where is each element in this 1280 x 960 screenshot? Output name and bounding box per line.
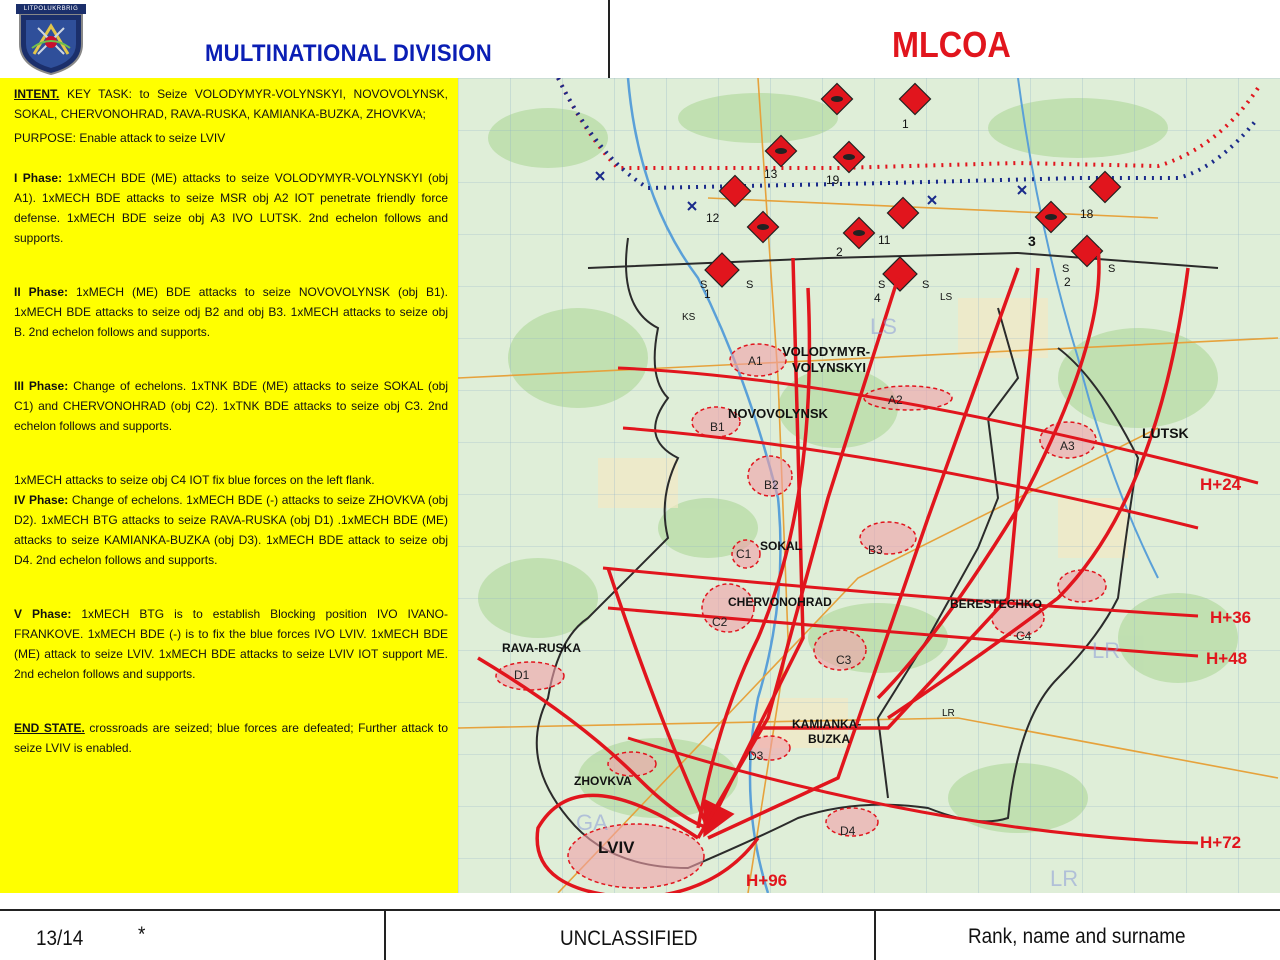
classification: UNCLASSIFIED bbox=[560, 927, 698, 950]
obj-d3: D3 bbox=[748, 749, 764, 763]
phase5-text: 1xMECH BTG is to establish Blocking position IVO IVANO-FRANKOVE. 1xMECH BDE (-) is to fix the blue forces IVO LVIV. 1xMECH BDE (ME) attack to seize LVIV. 1xMECH BDE attacks to seize LVIV IOT support ME. 2nd echelon follows and supports. bbox=[14, 607, 448, 681]
sector-s-4: S bbox=[922, 279, 930, 291]
phase3-text: Change of echelons. 1xTNK BDE (ME) attacks to seize SOKAL (obj C1) and CHERVONOHRAD (obj C2). 1xTNK BDE attacks to seize obj C3. 2nd echelon follows and supports. bbox=[14, 379, 449, 433]
slide-header bbox=[0, 0, 1280, 78]
page-number: 13/14 bbox=[36, 927, 84, 950]
obj-a2: A2 bbox=[888, 393, 903, 407]
unit-num-12: 12 bbox=[706, 211, 720, 225]
phase-h24: H+24 bbox=[1200, 475, 1242, 494]
volodymyr-line2: VOLYNSKYI bbox=[792, 360, 866, 375]
intent-panel bbox=[0, 78, 458, 893]
town-label-berestechko: BERESTECHKO bbox=[950, 597, 1043, 611]
boundary-lr-2: LR bbox=[1092, 638, 1121, 663]
unit-num-18: 18 bbox=[1080, 207, 1094, 221]
phase-h72: H+72 bbox=[1200, 833, 1242, 852]
boundary-ks: KS bbox=[682, 312, 696, 323]
phase-h96: H+96 bbox=[746, 871, 788, 890]
phase1-text: 1xMECH BDE (ME) attacks to seize VOLODYMYR-VOLYNSKYI (obj A1). 1xMECH BDE attacks to seize MSR obj A2 IOT penetrate friendly force defense. 1xMECH BDE seize obj A3 IVO LUTSK. 2nd echelon follows and supports. bbox=[14, 171, 448, 245]
header-divider bbox=[608, 0, 610, 78]
town-label-lviv: LVIV bbox=[598, 838, 635, 857]
kamianka-line1: KAMIANKA- bbox=[792, 717, 862, 731]
obj-c4: C4 bbox=[1016, 629, 1032, 643]
brigade-crest-icon bbox=[14, 4, 88, 76]
phase4-label: IV Phase: bbox=[14, 493, 69, 507]
town-label-zhovkva: ZHOVKVA bbox=[574, 774, 632, 788]
kamianka-line2: BUZKA bbox=[808, 732, 850, 746]
phase2-paragraph bbox=[14, 282, 448, 342]
footer-divider-1 bbox=[384, 909, 386, 960]
phase1-paragraph bbox=[14, 168, 448, 248]
slide-footer bbox=[0, 893, 1280, 960]
phase3-paragraph bbox=[14, 376, 448, 436]
phase4-text: Change of echelons. 1xMECH BDE (-) attacks to seize ZHOVKVA (obj D2). 1xMECH BTG attacks to seize RAVA-RUSKA (obj D1) .1xMECH BDE (ME) attacks to seize KAMIANKA-BUZKA (obj D3). 1xMECH BDE attack to seize obj D4. 2nd echelon follows and supports. bbox=[14, 493, 448, 567]
unit-num-2a: 2 bbox=[836, 245, 843, 259]
logo-banner: LITPOLUKRBRIG bbox=[16, 4, 86, 14]
obj-b2: B2 bbox=[764, 478, 779, 492]
unit-num-1b: 1 bbox=[704, 287, 711, 301]
obj-b1: B1 bbox=[710, 420, 725, 434]
phase4-paragraph bbox=[14, 490, 448, 570]
boundary-lr-1: LR bbox=[942, 708, 955, 719]
volodymyr-line1: VOLODYMYR- bbox=[782, 344, 871, 359]
sector-s-3: S bbox=[878, 279, 886, 291]
end-state-label: END STATE. bbox=[14, 721, 85, 735]
phase5-paragraph bbox=[14, 604, 448, 684]
end-state-paragraph bbox=[14, 718, 448, 758]
town-label-chervonohrad: CHERVONOHRAD bbox=[728, 595, 832, 609]
phase1-label: I Phase: bbox=[14, 171, 63, 185]
obj-c1: C1 bbox=[736, 547, 752, 561]
town-label-sokal: SOKAL bbox=[760, 539, 802, 553]
phase3b-text: 1xMECH attacks to seize obj C4 IOT fix blue forces on the left flank. bbox=[14, 473, 375, 487]
intent-label: INTENT. bbox=[14, 87, 60, 101]
sector-s-5: S bbox=[1062, 263, 1070, 275]
obj-d4: D4 bbox=[840, 824, 856, 838]
town-label-volodymyr bbox=[782, 344, 874, 375]
obj-c3: C3 bbox=[836, 653, 852, 667]
phase2-label: II Phase: bbox=[14, 285, 69, 299]
signature-line: Rank, name and surname bbox=[968, 925, 1186, 948]
boundary-lr-3: LR bbox=[1050, 866, 1079, 891]
sector-s-2: S bbox=[746, 279, 754, 291]
sector-s-6: S bbox=[1108, 263, 1116, 275]
unit-num-2b: 2 bbox=[1064, 275, 1071, 289]
phase-h48: H+48 bbox=[1206, 649, 1248, 668]
slide-title: MLCOA bbox=[892, 24, 1011, 65]
phase2-text: 1xMECH (ME) BDE attacks to seize NOVOVOLYNSK (obj B1). 1xMECH BDE attacks to seize odj B2 and obj B3. 1xMECH attacks to seize obj B. 2nd echelon follows and supports. bbox=[14, 285, 448, 339]
brigade-logo bbox=[14, 4, 88, 76]
unit-num-11: 11 bbox=[878, 233, 891, 247]
intent-text: KEY TASK: to Seize VOLODYMYR-VOLYNSKYI, NOVOVOLYNSK, SOKAL, CHERVONOHRAD, RAVA-RUSKA, KAMIANKA-BUZKA, ZHOVKVA; bbox=[14, 87, 448, 121]
town-label-novovolynsk: NOVOVOLYNSK bbox=[728, 406, 828, 421]
obj-a1: A1 bbox=[748, 354, 763, 368]
unit-num-1a: 1 bbox=[902, 117, 909, 131]
boundary-ls-large: LS bbox=[870, 314, 897, 339]
footer-divider-line bbox=[0, 909, 1280, 911]
footer-divider-2 bbox=[874, 909, 876, 960]
division-title: MULTINATIONAL DIVISION bbox=[205, 40, 492, 67]
unit-num-4: 4 bbox=[874, 291, 881, 305]
boundary-ls-small: LS bbox=[940, 292, 953, 303]
operations-map[interactable] bbox=[458, 78, 1280, 893]
map-canvas bbox=[458, 78, 1280, 893]
phase5-label: V Phase: bbox=[14, 607, 72, 621]
boundary-ga: GA bbox=[576, 810, 608, 835]
town-label-rava: RAVA-RUSKA bbox=[502, 641, 581, 655]
phase-h36: H+36 bbox=[1210, 608, 1252, 627]
unit-num-19: 19 bbox=[826, 173, 840, 187]
end-state-text: crossroads are seized; blue forces are defeated; Further attack to seize LVIV is enabled. bbox=[14, 721, 448, 755]
sector-s-1: S bbox=[700, 279, 708, 291]
obj-b3: B3 bbox=[868, 543, 883, 557]
obj-c2: C2 bbox=[712, 615, 728, 629]
town-label-lutsk: LUTSK bbox=[1142, 425, 1189, 441]
unit-num-3: 3 bbox=[1028, 233, 1036, 249]
obj-d1: D1 bbox=[514, 668, 530, 682]
unit-num-13: 13 bbox=[764, 167, 778, 181]
obj-a3: A3 bbox=[1060, 439, 1075, 453]
phase3-label: III Phase: bbox=[14, 379, 69, 393]
purpose-text: PURPOSE: Enable attack to seize LVIV bbox=[14, 131, 226, 145]
footer-mark: * bbox=[138, 923, 146, 946]
intent-paragraph bbox=[14, 84, 448, 124]
